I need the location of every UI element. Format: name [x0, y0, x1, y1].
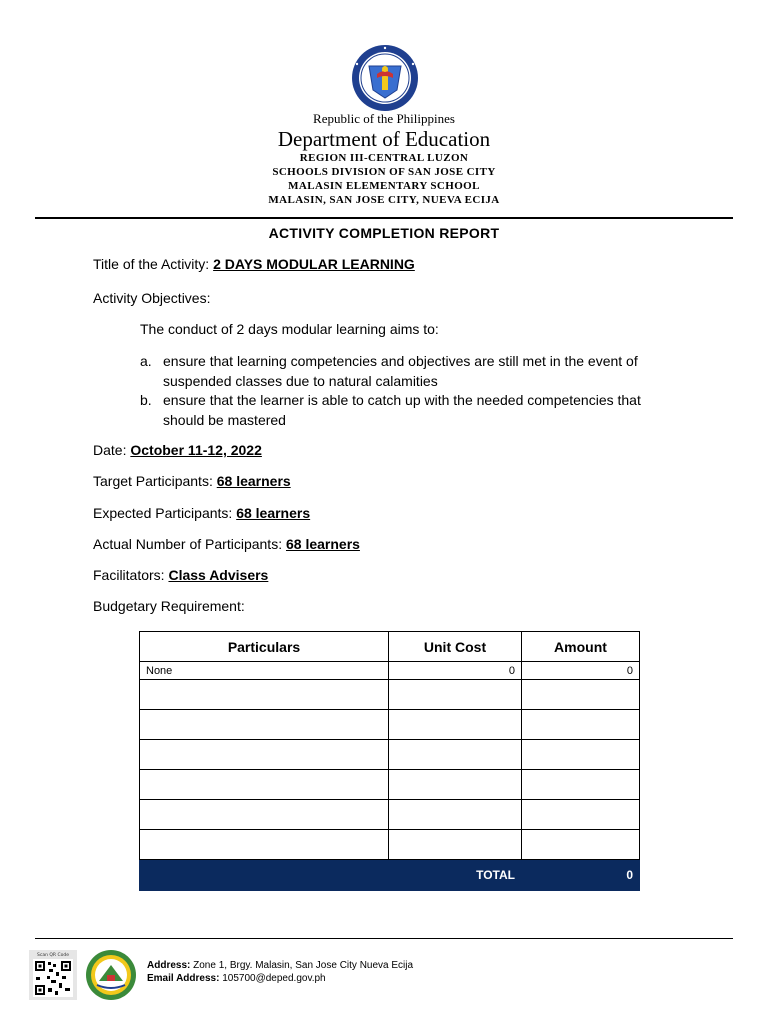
table-cell: None	[140, 662, 389, 680]
table-cell: 0	[522, 662, 640, 680]
list-marker: b.	[140, 392, 152, 408]
column-header-unit-cost: Unit Cost	[389, 632, 522, 662]
total-label: TOTAL	[389, 860, 522, 891]
actual-participants-value: 68 learners	[285, 536, 360, 552]
total-row-spacer	[140, 860, 389, 891]
expected-participants-value: 68 learners	[236, 505, 311, 521]
expected-participants-label: Expected Participants:	[93, 505, 237, 521]
table-cell	[140, 830, 389, 860]
table-cell	[140, 710, 389, 740]
school-line: MALASIN ELEMENTARY SCHOOL	[288, 180, 480, 192]
target-participants-label: Target Participants:	[93, 473, 217, 489]
table-cell	[389, 770, 522, 800]
column-header-particulars: Particulars	[140, 632, 389, 662]
activity-title-field	[93, 256, 415, 272]
school-logo	[85, 949, 137, 1001]
facilitators-value: Class Advisers	[168, 567, 269, 583]
republic-line: Republic of the Philippines	[313, 111, 455, 126]
budget-table	[139, 631, 640, 891]
table-cell	[389, 740, 522, 770]
total-row	[140, 860, 640, 891]
qr-code-icon	[29, 950, 77, 1000]
list-item-text: ensure that learning competencies and objectives are still met in the event of suspended classes due to natural calamities	[163, 353, 638, 389]
budget-label: Budgetary Requirement:	[93, 598, 245, 614]
facilitators-label: Facilitators:	[93, 567, 169, 583]
footer-address	[147, 959, 413, 972]
total-value: 0	[522, 860, 640, 891]
email-value[interactable]: 105700@deped.gov.ph	[219, 973, 326, 984]
table-cell	[389, 710, 522, 740]
table-row	[140, 680, 640, 710]
department-name: Department of Education	[277, 127, 491, 151]
date-label: Date:	[93, 442, 131, 458]
table-cell	[522, 770, 640, 800]
activity-title-label: Title of the Activity:	[93, 256, 214, 272]
table-row	[140, 830, 640, 860]
list-item	[140, 352, 685, 391]
target-participants-field	[93, 473, 291, 489]
region-line: REGION III-CENTRAL LUZON	[299, 152, 469, 164]
list-item	[140, 391, 685, 430]
table-cell	[140, 680, 389, 710]
table-row	[140, 800, 640, 830]
table-row	[140, 770, 640, 800]
report-title: ACTIVITY COMPLETION REPORT	[268, 225, 500, 241]
objectives-intro: The conduct of 2 days modular learning aims to:	[140, 321, 439, 337]
table-cell	[140, 800, 389, 830]
actual-participants-label: Actual Number of Participants:	[93, 536, 286, 552]
objectives-label: Activity Objectives:	[93, 290, 211, 306]
table-cell	[140, 770, 389, 800]
address-value: Zone 1, Brgy. Malasin, San Jose City Nueva Ecija	[190, 960, 414, 971]
table-cell	[389, 830, 522, 860]
table-row	[140, 740, 640, 770]
table-cell	[522, 740, 640, 770]
list-item-text: ensure that the learner is able to catch up with the needed competencies that should be mastered	[163, 392, 641, 428]
expected-participants-field	[93, 505, 310, 521]
target-participants-value: 68 learners	[216, 473, 291, 489]
table-header-row	[140, 632, 640, 662]
qr-caption: Scan QR Code	[37, 953, 69, 958]
footer-contact	[147, 959, 413, 985]
date-value: October 11-12, 2022	[130, 442, 262, 458]
school-address-line: MALASIN, SAN JOSE CITY, NUEVA ECIJA	[268, 194, 500, 206]
deped-seal-logo	[347, 44, 423, 112]
actual-participants-field	[93, 536, 360, 552]
table-cell: 0	[389, 662, 522, 680]
email-label: Email Address:	[147, 973, 220, 984]
header-divider	[35, 217, 733, 219]
footer-email	[147, 972, 413, 985]
facilitators-field	[93, 567, 268, 583]
table-cell	[522, 800, 640, 830]
table-cell	[522, 680, 640, 710]
column-header-amount: Amount	[522, 632, 640, 662]
table-row	[140, 662, 640, 680]
table-cell	[522, 710, 640, 740]
list-marker: a.	[140, 353, 152, 369]
date-field	[93, 442, 262, 458]
table-cell	[522, 830, 640, 860]
table-cell	[389, 680, 522, 710]
address-label: Address:	[147, 960, 191, 971]
objectives-list	[140, 352, 685, 430]
footer-divider	[35, 938, 733, 939]
activity-title-value: 2 DAYS MODULAR LEARNING	[213, 256, 415, 272]
division-line: SCHOOLS DIVISION OF SAN JOSE CITY	[272, 166, 496, 178]
table-row	[140, 710, 640, 740]
table-cell	[140, 740, 389, 770]
table-cell	[389, 800, 522, 830]
